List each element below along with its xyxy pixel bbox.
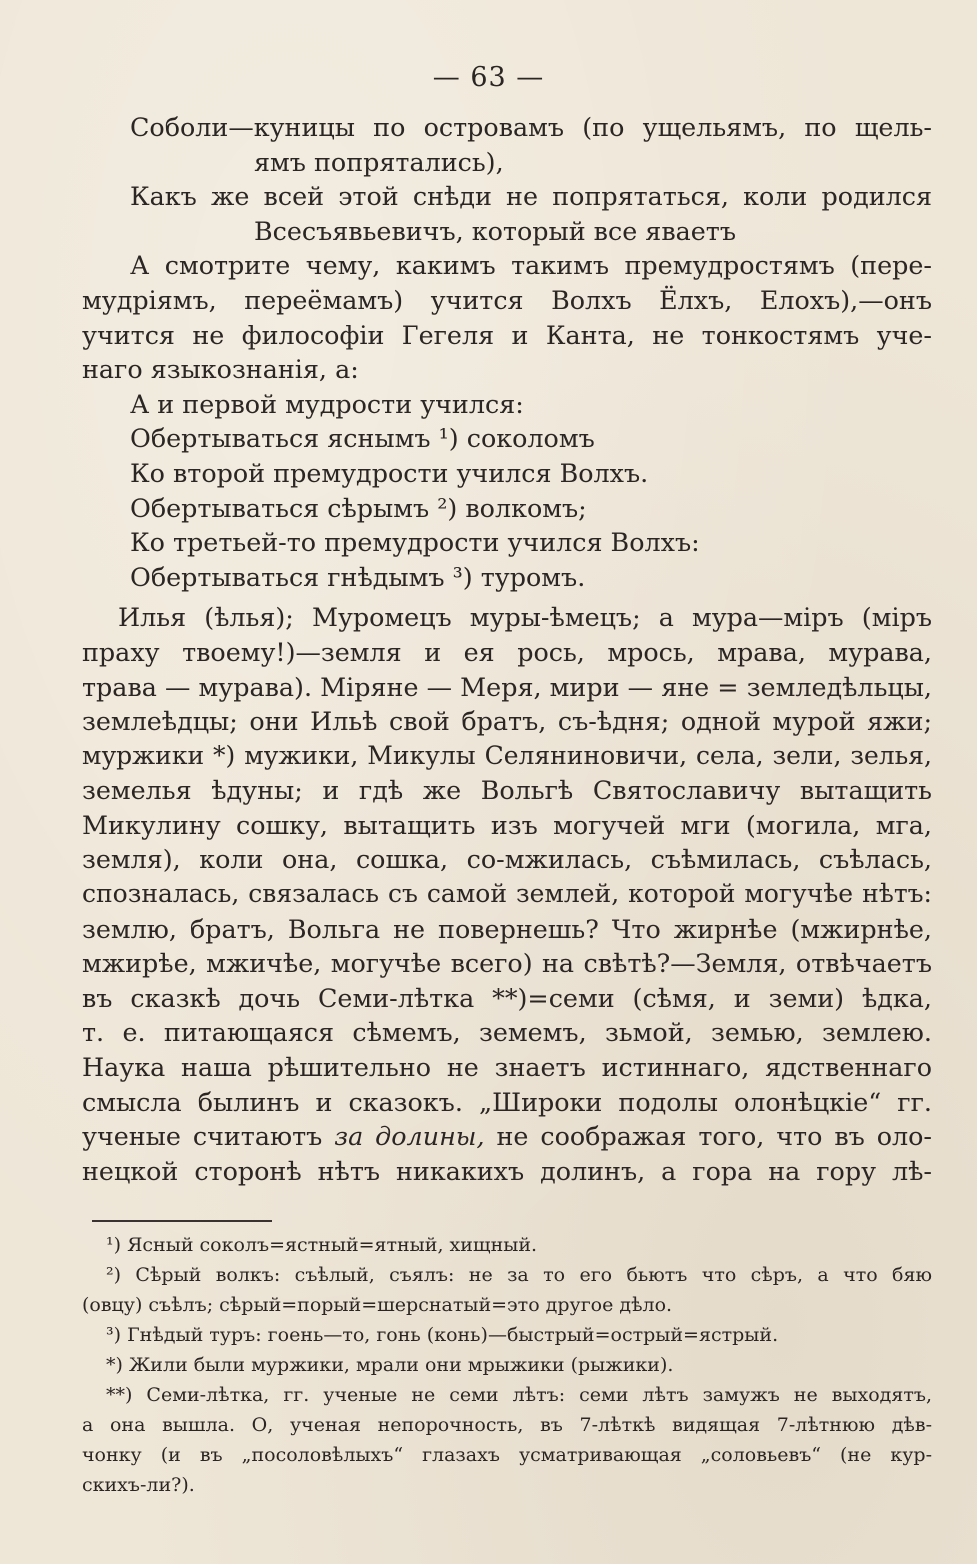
verse-line: Ко второй премудрости учился Волхъ.	[130, 457, 649, 488]
text-span: не соображая того, что въ оло-	[496, 1121, 932, 1152]
main-text	[82, 110, 932, 1188]
text-line: въ сказкѣ дочь Семи-лѣтка **)=семи (сѣмя, и земи) ѣдка,	[82, 982, 932, 1013]
footnotes	[82, 1230, 932, 1500]
footnote: *) Жили были муржики, мрали они мрыжики (рыжики).	[106, 1354, 674, 1376]
footnote: ²) Сѣрый волкъ: съѣлый, съялъ: не за то его бьютъ что сѣръ, а что бяю	[106, 1264, 932, 1286]
footnote-rule	[92, 1220, 272, 1222]
footnote: чонку (и въ „посоловѣлыхъ“ глазахъ усматривающая „соловьевъ“ (не кур-	[82, 1444, 932, 1466]
text-line: ямъ попрятались),	[254, 146, 504, 177]
text-line: Всесъявьевичъ, который все яваетъ	[254, 215, 736, 246]
text-line: праху твоему!)—земля и ея рось, мрось, мрава, мурава,	[82, 636, 932, 667]
footnote: а она вышла. О, ученая непорочность, въ 7-лѣткѣ видящая 7-лѣтнюю дѣв-	[82, 1414, 932, 1436]
verse-line: Ко третьей-то премудрости учился Волхъ:	[130, 527, 700, 558]
footnote: ³) Гнѣдый туръ: гоень—то, гонь (конь)—быстрый=острый=ястрый.	[106, 1324, 779, 1346]
text-line: трава — мурава). Мiряне — Меря, мири — яне = земледѣльцы,	[82, 671, 932, 702]
text-line: Микулину сошку, вытащить изъ могучей мги (могила, мга,	[82, 809, 932, 840]
footnote: (овцу) съѣлъ; сѣрый=порый=шерснатый=это другое дѣло.	[82, 1294, 673, 1316]
verse-line: Обертываться гнѣдымъ ³) туромъ.	[130, 561, 586, 592]
verse-line: А и первой мудрости учился:	[130, 388, 524, 419]
text-line: Соболи—куницы по островамъ (по ущельямъ, по щель-	[130, 112, 932, 142]
text-line: Наука наша рѣшительно не знаетъ истиннаго, ядственнаго	[82, 1052, 932, 1083]
text-line: мудрiямъ, переёмамъ) учится Волхъ Ёлхъ, Елохъ),—онъ	[82, 284, 932, 315]
footnote: **) Семи-лѣтка, гг. ученые не семи лѣтъ: семи лѣтъ замужъ не выходятъ,	[106, 1384, 932, 1406]
text-line: земля), коли она, сошка, со-мжилась, съѣмилась, съѣлась,	[82, 844, 932, 875]
verse-line: Обертываться яснымъ ¹) соколомъ	[130, 423, 595, 454]
text-line: землю, братъ, Вольга не повернешь? Что жирнѣе (мжирнѣе,	[82, 913, 932, 944]
text-line: спозналась, связалась съ самой землей, которой могучѣе нѣтъ:	[82, 879, 932, 909]
text-line: нецкой сторонѣ нѣтъ никакихъ долинъ, а гора на гору лѣ-	[82, 1155, 932, 1186]
text-line: Илья (ѣлья); Муромецъ муры-ѣмецъ; а мура—мiръ (мiръ	[118, 602, 932, 633]
text-line: земелья ѣдуны; и гдѣ же Вольгѣ Святославичу вытащить	[82, 775, 932, 806]
text-line: землеѣдцы; они Ильѣ свой братъ, съ-ѣдня; одной мурой яжи;	[82, 706, 932, 737]
footnote: ¹) Ясный соколъ=ястный=ятный, хищный.	[106, 1234, 538, 1256]
verse-line: Обертываться сѣрымъ ²) волкомъ;	[130, 492, 587, 523]
footnote: скихъ-ли?).	[82, 1474, 195, 1496]
page-number: — 63 —	[432, 62, 545, 93]
text-line: учится не философiи Гегеля и Канта, не тонкостямъ уче-	[82, 319, 932, 350]
text-line: мжирѣе, мжичѣе, могучѣе всего) на свѣтѣ?—Земля, отвѣчаетъ	[82, 948, 932, 979]
italic-span: за долины,	[334, 1121, 485, 1152]
text-line: т. е. питающаяся сѣмемъ, земемъ, зьмой, земью, землею.	[82, 1017, 932, 1048]
text-span: ученые считаютъ	[82, 1121, 323, 1152]
text-line: Какъ же всей этой снѣди не попрятаться, коли родился	[130, 181, 932, 212]
text-line: смысла былинъ и сказокъ. „Широки подолы олонѣцкiе“ гг.	[82, 1086, 932, 1117]
text-line: наго языкознанiя, а:	[82, 354, 359, 385]
text-line: муржики *) мужики, Микулы Селяниновичи, села, зели, зелья,	[82, 740, 932, 770]
text-line-with-italic	[82, 1119, 932, 1154]
text-line: А смотрите чему, какимъ такимъ премудростямъ (пере-	[130, 250, 932, 281]
